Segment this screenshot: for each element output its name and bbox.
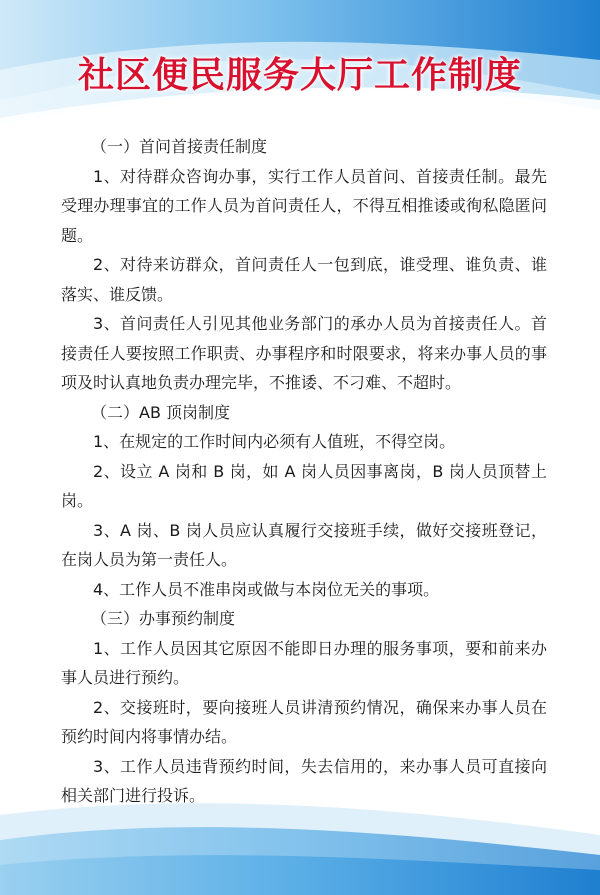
paragraph: 1、工作人员因其它原因不能即日办理的服务事项，要和前来办事人员进行预约。 [61,638,547,687]
paragraph: 2、对待来访群众，首问责任人一包到底，谁受理、谁负责、谁落实、谁反馈。 [61,255,547,304]
section-heading: （三）办事预约制度 [91,609,236,628]
paragraph: 3、首问责任人引见其他业务部门的承办人员为首接责任人。首接责任人要按照工作职责、办事程序和时限要求，将来办事人员的事项及时认真地负责办理完毕，不推诿、不刁难、不超时。 [61,314,547,392]
section-heading: （一）首问首接责任制度 [91,137,268,156]
paragraph: 1、对待群众咨询办事，实行工作人员首问、首接责任制。最先受理办理事宜的工作人员为首问责任人，不得互相推诿或徇私隐匿问题。 [61,166,547,245]
paragraph: 1、在规定的工作时间内必须有人值班，不得空岗。 [93,432,456,451]
paragraph: 2、设立 A 岗和 B 岗，如 A 岗人员因事离岗，B 岗人员顶替上岗。 [61,461,547,510]
paragraph: 3、工作人员违背预约时间，失去信用的，来办事人员可直接向相关部门进行投诉。 [61,756,547,805]
paragraph: 4、工作人员不准串岗或做与本岗位无关的事项。 [93,579,440,599]
paragraph: 3、A 岗、B 岗人员应认真履行交接班手续，做好交接班登记，在岗人员为第一责任人。 [61,520,547,569]
section-heading: （二）AB 顶岗制度 [91,402,231,422]
page-title: 社区便民服务大厅工作制度 [77,55,522,96]
regulation-content [61,132,547,811]
paragraph: 2、交接班时，要向接班人员讲清预约情况，确保来办事人员在预约时间内将事情办结。 [61,697,547,746]
bottom-wave-decoration [0,785,600,895]
